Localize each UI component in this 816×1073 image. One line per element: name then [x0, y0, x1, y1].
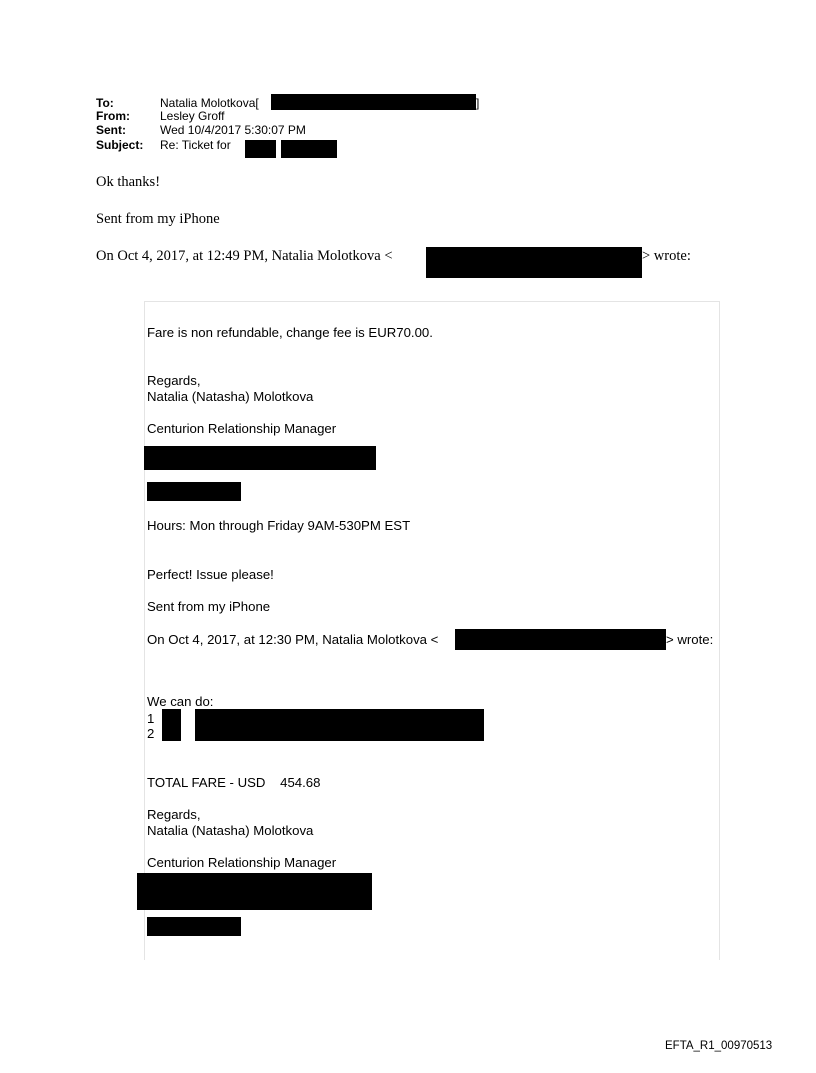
regards: Regards, [147, 373, 201, 388]
reply-message: Ok thanks! [96, 174, 161, 190]
options-heading: We can do: [147, 694, 214, 709]
to-label: To: [96, 96, 114, 110]
sent-label: Sent: [96, 123, 126, 137]
quote-intro: On Oct 4, 2017, at 12:49 PM, Natalia Molotkova < [96, 248, 393, 264]
redaction-block [147, 482, 241, 501]
quoted-reply: Perfect! Issue please! [147, 567, 274, 582]
document-id: EFTA_R1_00970513 [665, 1040, 773, 1052]
office-hours: Hours: Mon through Friday 9AM-530PM EST [147, 518, 411, 533]
quote-intro: On Oct 4, 2017, at 12:30 PM, Natalia Molotkova < [147, 632, 439, 647]
sent-value: Wed 10/4/2017 5:30:07 PM [160, 123, 306, 137]
redaction-block [162, 709, 181, 741]
sender-name: Natalia (Natasha) Molotkova [147, 823, 314, 838]
redaction-block [144, 446, 376, 470]
redaction-block [137, 873, 372, 910]
from-label: From: [96, 109, 130, 123]
subject-value: Re: Ticket for [160, 138, 231, 152]
redaction-block [455, 629, 666, 650]
to-close-bracket: ] [476, 96, 480, 110]
subject-label: Subject: [96, 138, 144, 152]
sender-title: Centurion Relationship Manager [147, 855, 337, 870]
option-number-2: 2 [147, 726, 155, 741]
sender-name: Natalia (Natasha) Molotkova [147, 389, 314, 404]
to-value: Natalia Molotkova[ [160, 96, 259, 110]
quote-intro-end: > wrote: [666, 632, 714, 647]
option-number-1: 1 [147, 711, 155, 726]
redaction-block [245, 140, 276, 158]
total-fare: TOTAL FARE - USD 454.68 [147, 775, 321, 790]
from-value: Lesley Groff [160, 109, 225, 123]
redaction-block [195, 709, 484, 741]
regards: Regards, [147, 807, 201, 822]
redaction-block [281, 140, 337, 158]
redaction-block [271, 94, 476, 110]
quote-intro-end: > wrote: [642, 248, 691, 264]
sender-title: Centurion Relationship Manager [147, 421, 337, 436]
redaction-block [147, 917, 241, 936]
reply-signature: Sent from my iPhone [96, 211, 220, 227]
quoted-signature: Sent from my iPhone [147, 599, 271, 614]
redaction-block [426, 247, 642, 278]
fare-note: Fare is non refundable, change fee is EUR70.00. [147, 325, 433, 340]
